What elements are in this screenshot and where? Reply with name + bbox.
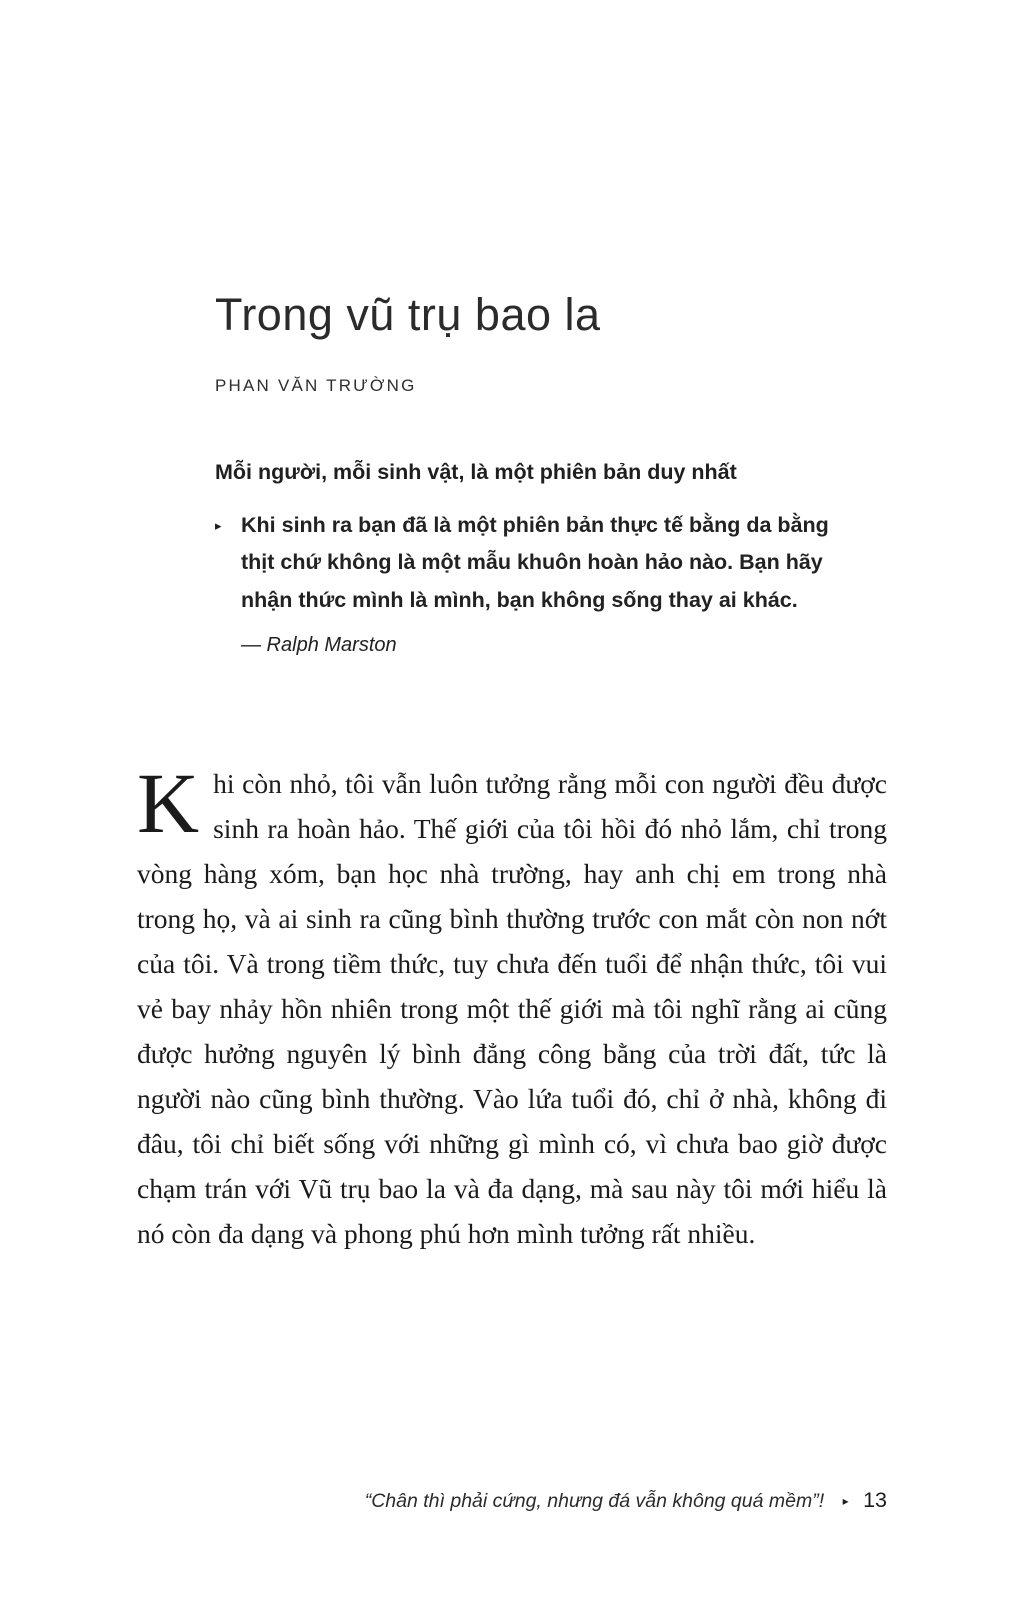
quote-block bbox=[215, 507, 860, 620]
section-heading: Mỗi người, mỗi sinh vật, là một phiên bản duy nhất bbox=[215, 459, 737, 484]
page-title: Trong vũ trụ bao la bbox=[215, 289, 601, 340]
body-paragraph bbox=[137, 754, 887, 1256]
footer-quote: “Chân thì phải cứng, nhưng đá vẫn không quá mềm”! bbox=[364, 1490, 825, 1512]
dropcap: K bbox=[137, 754, 200, 851]
quote-text: Khi sinh ra bạn đã là một phiên bản thực tế bằng da bằng thịt chứ không là một mẫu khuôn hoàn hảo nào. Bạn hãy nhận thức mình là mình, bạn không sống thay ai khác. bbox=[241, 512, 829, 613]
quote-attribution: — Ralph Marston bbox=[241, 633, 397, 656]
author-name: PHAN VĂN TRƯỜNG bbox=[215, 375, 417, 395]
triangle-bullet-icon: ▸ bbox=[215, 517, 222, 533]
footer-triangle-icon: ▸ bbox=[842, 1494, 849, 1508]
page-footer bbox=[0, 1488, 887, 1513]
body-text: hi còn nhỏ, tôi vẫn luôn tưởng rằng mỗi con người đều được sinh ra hoàn hảo. Thế giới của tôi hồi đó nhỏ lắm, chỉ trong vòng hàng xóm, bạn học nhà trường, hay anh chị em trong nhà trong họ, và ai sinh ra cũng bình thường trước con mắt còn non nớt của tôi. Và trong tiềm thức, tuy chưa đến tuổi để nhận thức, tôi vui vẻ bay nhảy hồn nhiên trong một thế giới mà tôi nghĩ rằng ai cũng được hưởng nguyên lý bình đẳng công bằng của trời đất, tức là người nào cũng bình thường. Vào lứa tuổi đó, chỉ ở nhà, không đi đâu, tôi chỉ biết sống với những gì mình có, vì chưa bao giờ được chạm trán với Vũ trụ bao la và đa dạng, mà sau này tôi mới hiểu là nó còn đa dạng và phong phú hơn mình tưởng rất nhiều. bbox=[137, 767, 887, 1249]
page-number: 13 bbox=[863, 1488, 887, 1512]
